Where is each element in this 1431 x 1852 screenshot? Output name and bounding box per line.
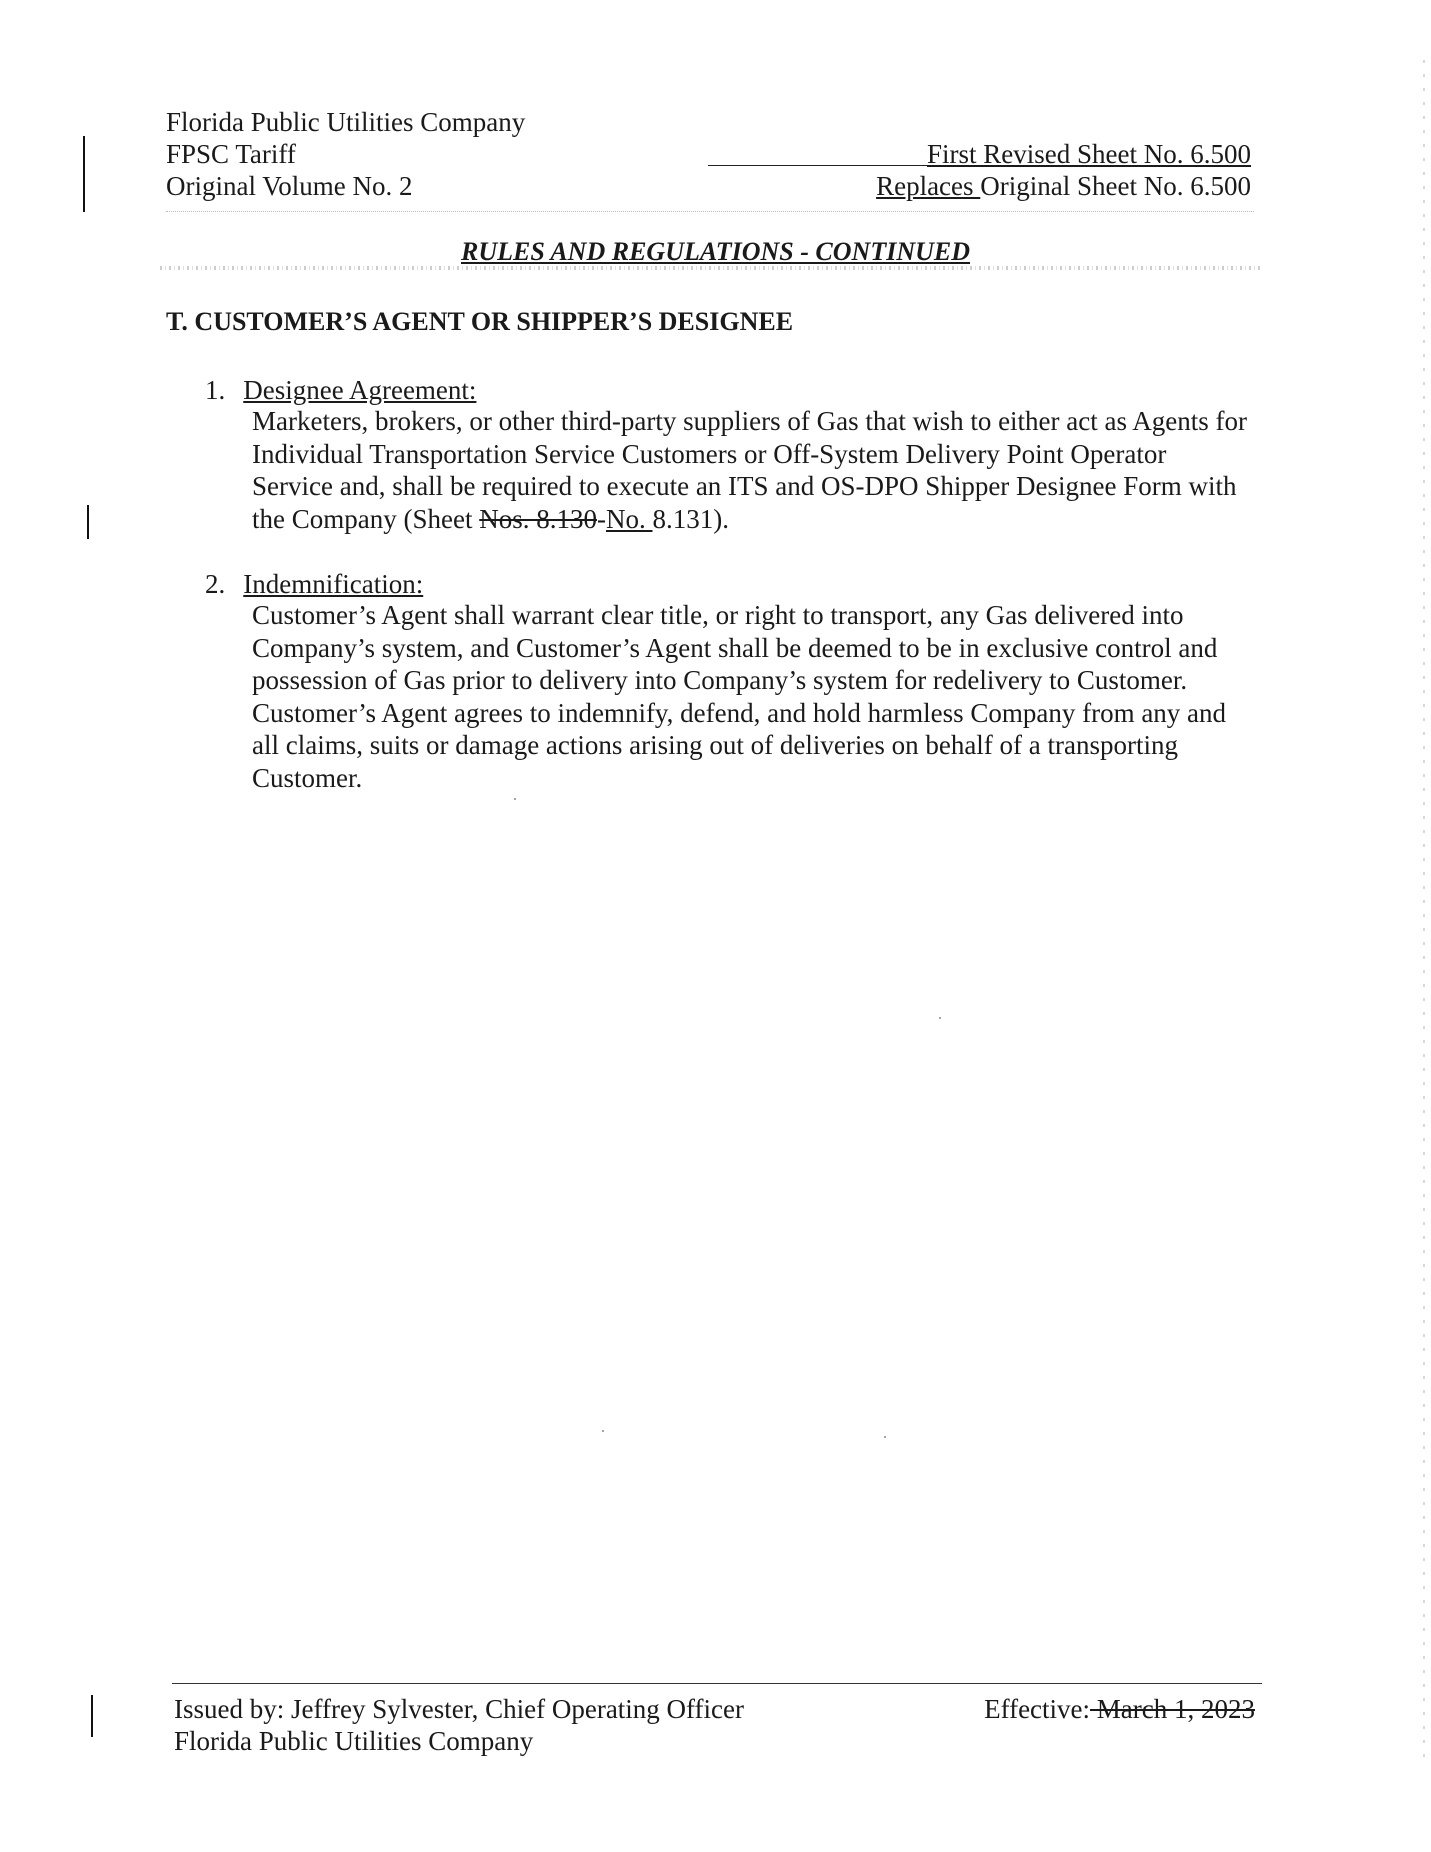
item-1-header	[205, 374, 476, 406]
item-1-number: 1.	[205, 375, 226, 405]
header-right	[876, 138, 1251, 202]
scan-speck	[514, 798, 516, 800]
footer-issued-by: Issued by: Jeffrey Sylvester, Chief Operating Officer	[174, 1694, 745, 1724]
header-replaces-label: Replaces	[876, 171, 981, 201]
footer-company: Florida Public Utilities Company	[174, 1726, 534, 1756]
header-volume: Original Volume No. 2	[166, 171, 413, 201]
scan-speck	[602, 1430, 604, 1432]
item-1-separator: -	[596, 503, 606, 534]
item-2-text: Customer’s Agent shall warrant clear title, or right to transport, any Gas delivered into Company’s system, and Customer’s Agent shall be deemed to be in exclusive control and possession of Gas prior to delivery into Company’s system for redelivery to Customer. Customer’s Agent agrees to indemnify, defend, and hold harmless Company from any and all claims, suits or damage actions arising out of deliveries on behalf of a transporting Customer.	[252, 600, 1227, 793]
item-2-heading: Indemnification:	[243, 569, 424, 599]
item-1-text	[252, 405, 1252, 535]
rules-title: RULES AND REGULATIONS - CONTINUED	[461, 237, 970, 266]
section-title: T. CUSTOMER’S AGENT OR SHIPPER’S DESIGNEE	[166, 307, 794, 336]
item-1-text-after: 8.131).	[652, 503, 729, 534]
header-tariff: FPSC Tariff	[166, 139, 296, 169]
item-1-struck: Nos. 8.130	[479, 503, 597, 534]
header-replaces	[876, 170, 1251, 202]
footer-rule	[172, 1683, 1262, 1684]
header-sheet-revised: First Revised Sheet No. 6.500	[927, 139, 1251, 169]
header-left	[166, 106, 525, 202]
header-divider	[166, 211, 1254, 212]
scan-speck	[884, 1436, 886, 1438]
change-bar-header	[83, 136, 85, 212]
item-1-inserted: No.	[605, 503, 653, 534]
item-2-header	[205, 568, 423, 600]
rules-title-divider	[160, 266, 1260, 270]
change-bar-footer	[91, 1695, 93, 1737]
scan-speck	[939, 1017, 941, 1019]
footer-effective-struck: March 1, 2023	[1090, 1694, 1255, 1724]
header-company: Florida Public Utilities Company	[166, 107, 526, 137]
change-bar-item-1	[87, 505, 89, 539]
scan-edge-noise	[1423, 60, 1425, 1760]
footer-left	[174, 1693, 744, 1757]
footer-effective-label: Effective:	[984, 1694, 1091, 1724]
item-1-heading: Designee Agreement:	[243, 375, 477, 405]
item-1-text-before: Marketers, brokers, or other third-party suppliers of Gas that wish to either act as Agents for Individual Transportation Service Customers or Off-System Delivery Point Operator Service and, shall be required to execute an ITS and OS-DPO Shipper Designee Form with the Company (Sheet	[252, 406, 1247, 534]
footer-effective	[984, 1693, 1255, 1725]
item-2-number: 2.	[205, 569, 226, 599]
header-replaces-rest: Original Sheet No. 6.500	[980, 171, 1251, 201]
